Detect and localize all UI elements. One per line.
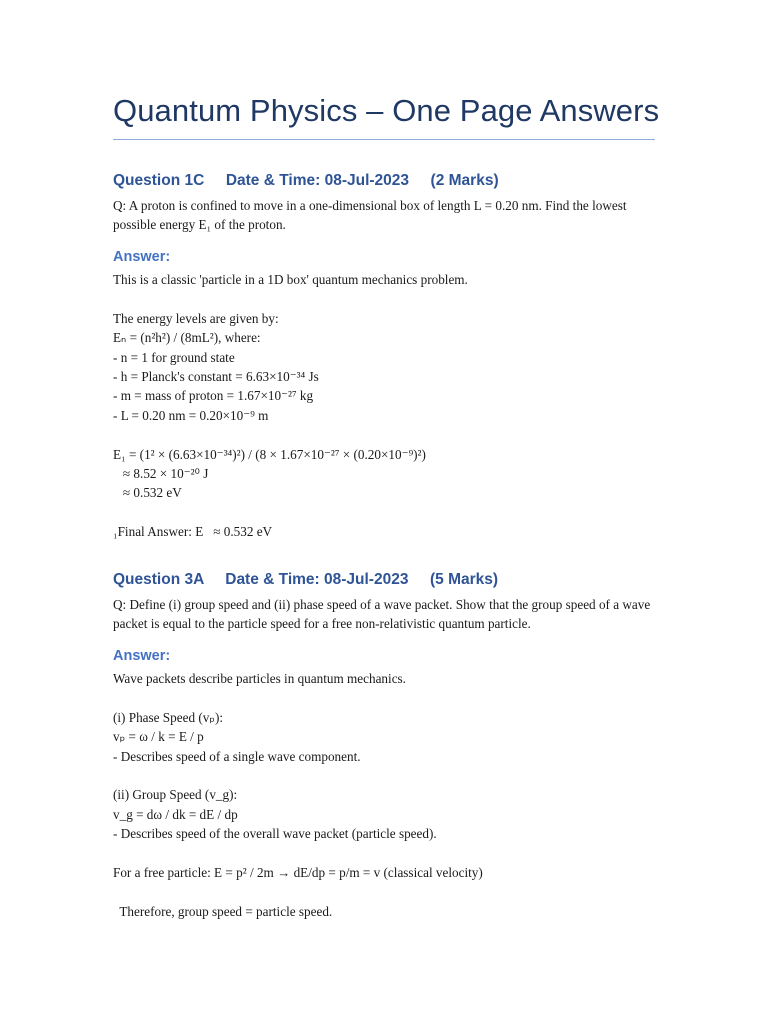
answer-3-line: v_g = dω / dk = dE / dp (113, 806, 238, 822)
question-3-text: Q: Define (i) group speed and (ii) phase speed of a wave packet. Show that the group speed of a wave packet is equal to the particle speed for a free non-relativistic quantum particle. (113, 597, 651, 632)
conclusion-3: Therefore, group speed = particle speed. (113, 903, 333, 919)
answer-3-body (113, 669, 658, 921)
answer-3-line (113, 688, 658, 707)
answer-1-line: Eₙ = (n²h²) / (8mL²), where: (113, 330, 261, 346)
answer-3-label: Answer: (113, 648, 171, 664)
answer-1-line: - m = mass of proton = 1.67×10⁻²⁷ kg (113, 388, 314, 404)
answer-3-line: (i) Phase Speed (vₚ): (113, 709, 224, 725)
answer-1-label: Answer: (113, 249, 171, 265)
answer-1-line: - L = 0.20 nm = 0.20×10⁻⁹ m (113, 407, 269, 423)
answer-3-line: vₚ = ω / k = E / p (113, 729, 204, 745)
answer-3-line (113, 766, 658, 785)
answer-1-line (113, 503, 658, 522)
title-underline (113, 139, 655, 140)
question-1-heading: Question 1C Date & Time: 08-Jul-2023 (2 Marks) (113, 172, 499, 189)
answer-3-line: - Describes speed of the overall wave packet (particle speed). (113, 826, 437, 842)
answer-3-line: (ii) Group Speed (v_g): (113, 787, 238, 803)
answer-1-line (113, 289, 658, 308)
answer-1-line: This is a classic 'particle in a 1D box' quantum mechanics problem. (113, 272, 468, 287)
question-1-text-block (113, 196, 658, 235)
answer-3-line: Wave packets describe particles in quantum mechanics. (113, 671, 406, 686)
answer-1-line (113, 425, 658, 444)
answer-3-line: For a free particle: E = p² / 2m → dE/dp = p/m = v (classical velocity) (113, 865, 483, 881)
question-3-text-block (113, 595, 658, 634)
answer-1-line: - n = 1 for ground state (113, 349, 235, 365)
page-title: Quantum Physics – One Page Answers (113, 93, 660, 128)
answer-1-line: ≈ 0.532 eV (113, 485, 182, 501)
answer-3-line (113, 844, 658, 863)
answer-1-line: - h = Planck's constant = 6.63×10⁻³⁴ Js (113, 369, 319, 385)
answer-3-line: - Describes speed of a single wave component. (113, 748, 361, 764)
answer-1-body (113, 270, 658, 542)
answer-3-line (113, 882, 658, 901)
answer-1-line: ≈ 8.52 × 10⁻²⁰ J (113, 466, 209, 482)
question-3-heading: Question 3A Date & Time: 08-Jul-2023 (5 Marks) (113, 571, 499, 588)
final-answer-1: ₁Final Answer: E ≈ 0.532 eV (113, 524, 273, 540)
answer-1-line: E₁ = (1² × (6.63×10⁻³⁴)²) / (8 × 1.67×10⁻²⁷ × (0.20×10⁻⁹)²) (113, 446, 426, 462)
question-1-text: Q: A proton is confined to move in a one-dimensional box of length L = 0.20 nm. Find the lowest possible energy E₁ of the proton. (113, 198, 627, 233)
answer-1-line: The energy levels are given by: (113, 310, 279, 326)
